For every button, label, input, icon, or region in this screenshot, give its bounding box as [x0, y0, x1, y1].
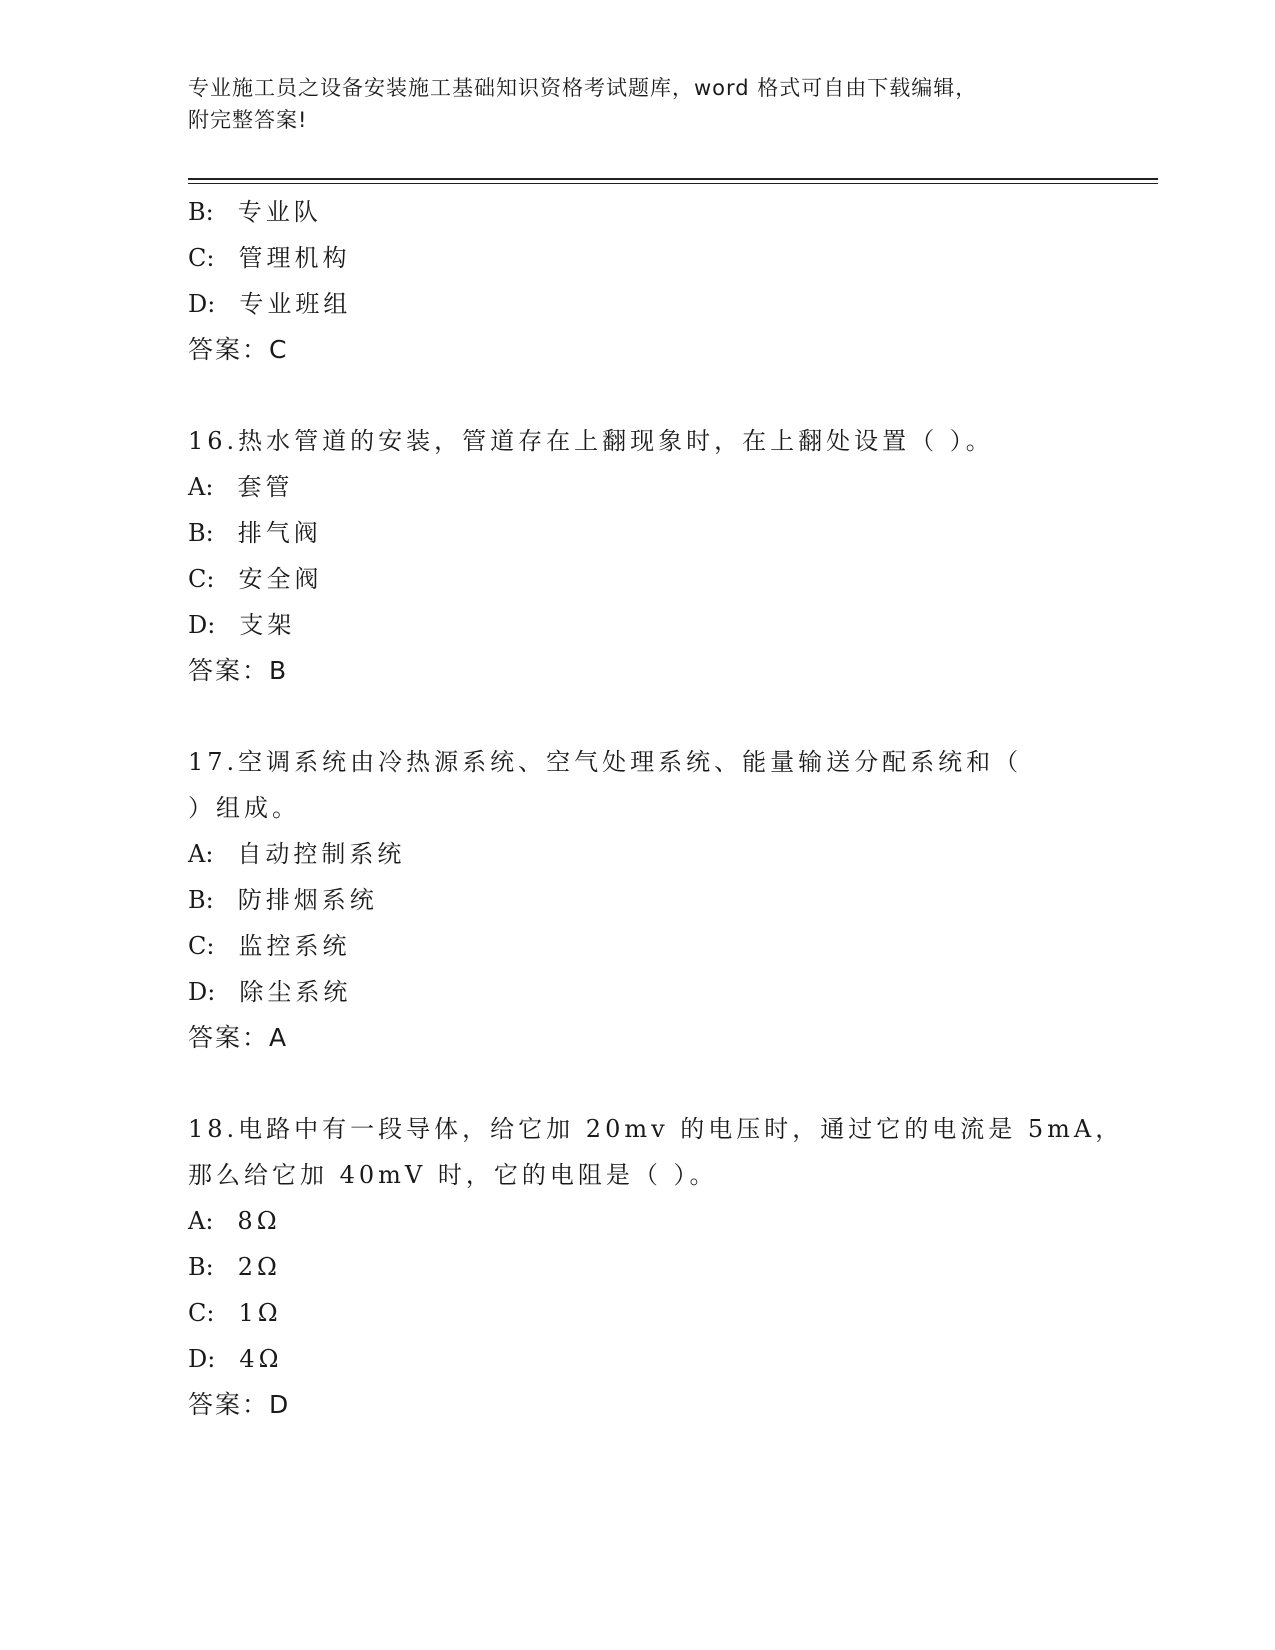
option-b: B: 专业队: [188, 198, 322, 226]
option-text: 管理机构: [238, 244, 351, 272]
option-text: 专业班组: [239, 290, 352, 318]
answer-line: 答案：A: [188, 1023, 289, 1052]
answer-line: 答案：C: [188, 335, 289, 364]
header-divider-thin: [188, 183, 1158, 184]
option-text: 专业队: [237, 198, 322, 226]
option-text: 1Ω: [238, 1299, 282, 1327]
question-text-line-2: ）组成。: [188, 794, 300, 822]
question-15: [188, 189, 1088, 373]
option-c: C: 监控系统: [188, 932, 351, 960]
answer-line: 答案：B: [188, 656, 289, 685]
question-text-line-1: 17.空调系统由冷热源系统、空气处理系统、能量输送分配系统和（: [188, 748, 1023, 776]
option-a: A: 套管: [188, 473, 294, 501]
document-header: [188, 72, 1088, 136]
option-text: 8Ω: [237, 1207, 281, 1235]
option-text: 支架: [239, 611, 296, 639]
option-d: D: 除尘系统: [188, 978, 352, 1006]
option-c: C: 管理机构: [188, 244, 351, 272]
question-16: [188, 418, 1088, 694]
question-text-line-1: 18.电路中有一段导体，给它加 20mv 的电压时，通过它的电流是 5mA，: [188, 1115, 1124, 1143]
option-text: 监控系统: [238, 932, 351, 960]
option-d: D: 支架: [188, 611, 296, 639]
option-text: 套管: [237, 473, 294, 501]
header-title-line-1: 专业施工员之设备安装施工基础知识资格考试题库，word 格式可自由下载编辑，: [188, 76, 978, 100]
option-text: 排气阀: [237, 519, 322, 547]
option-text: 除尘系统: [239, 978, 352, 1006]
question-18: [188, 1106, 1124, 1428]
option-b: B: 2Ω: [188, 1253, 281, 1281]
option-text: 防排烟系统: [237, 886, 378, 914]
question-text-line-2: 那么给它加 40mV 时，它的电阻是（ ）。: [188, 1161, 718, 1189]
option-d: D: 4Ω: [188, 1345, 283, 1373]
option-text: 安全阀: [238, 565, 323, 593]
answer-line: 答案：D: [188, 1390, 291, 1419]
question-text: 16.热水管道的安装，管道存在上翻现象时，在上翻处设置（ ）。: [188, 427, 994, 455]
header-title-line-2: 附完整答案!: [188, 108, 308, 132]
question-17: [188, 739, 1088, 1061]
header-divider-thick: [188, 178, 1158, 180]
option-a: A: 自动控制系统: [188, 840, 406, 868]
option-d: D: 专业班组: [188, 290, 352, 318]
option-text: 4Ω: [239, 1345, 283, 1373]
option-b: B: 排气阀: [188, 519, 322, 547]
option-text: 自动控制系统: [237, 840, 406, 868]
question-list: [188, 189, 1124, 1428]
option-c: C: 1Ω: [188, 1299, 282, 1327]
option-text: 2Ω: [237, 1253, 281, 1281]
option-a: A: 8Ω: [188, 1207, 281, 1235]
option-c: C: 安全阀: [188, 565, 323, 593]
option-b: B: 防排烟系统: [188, 886, 378, 914]
